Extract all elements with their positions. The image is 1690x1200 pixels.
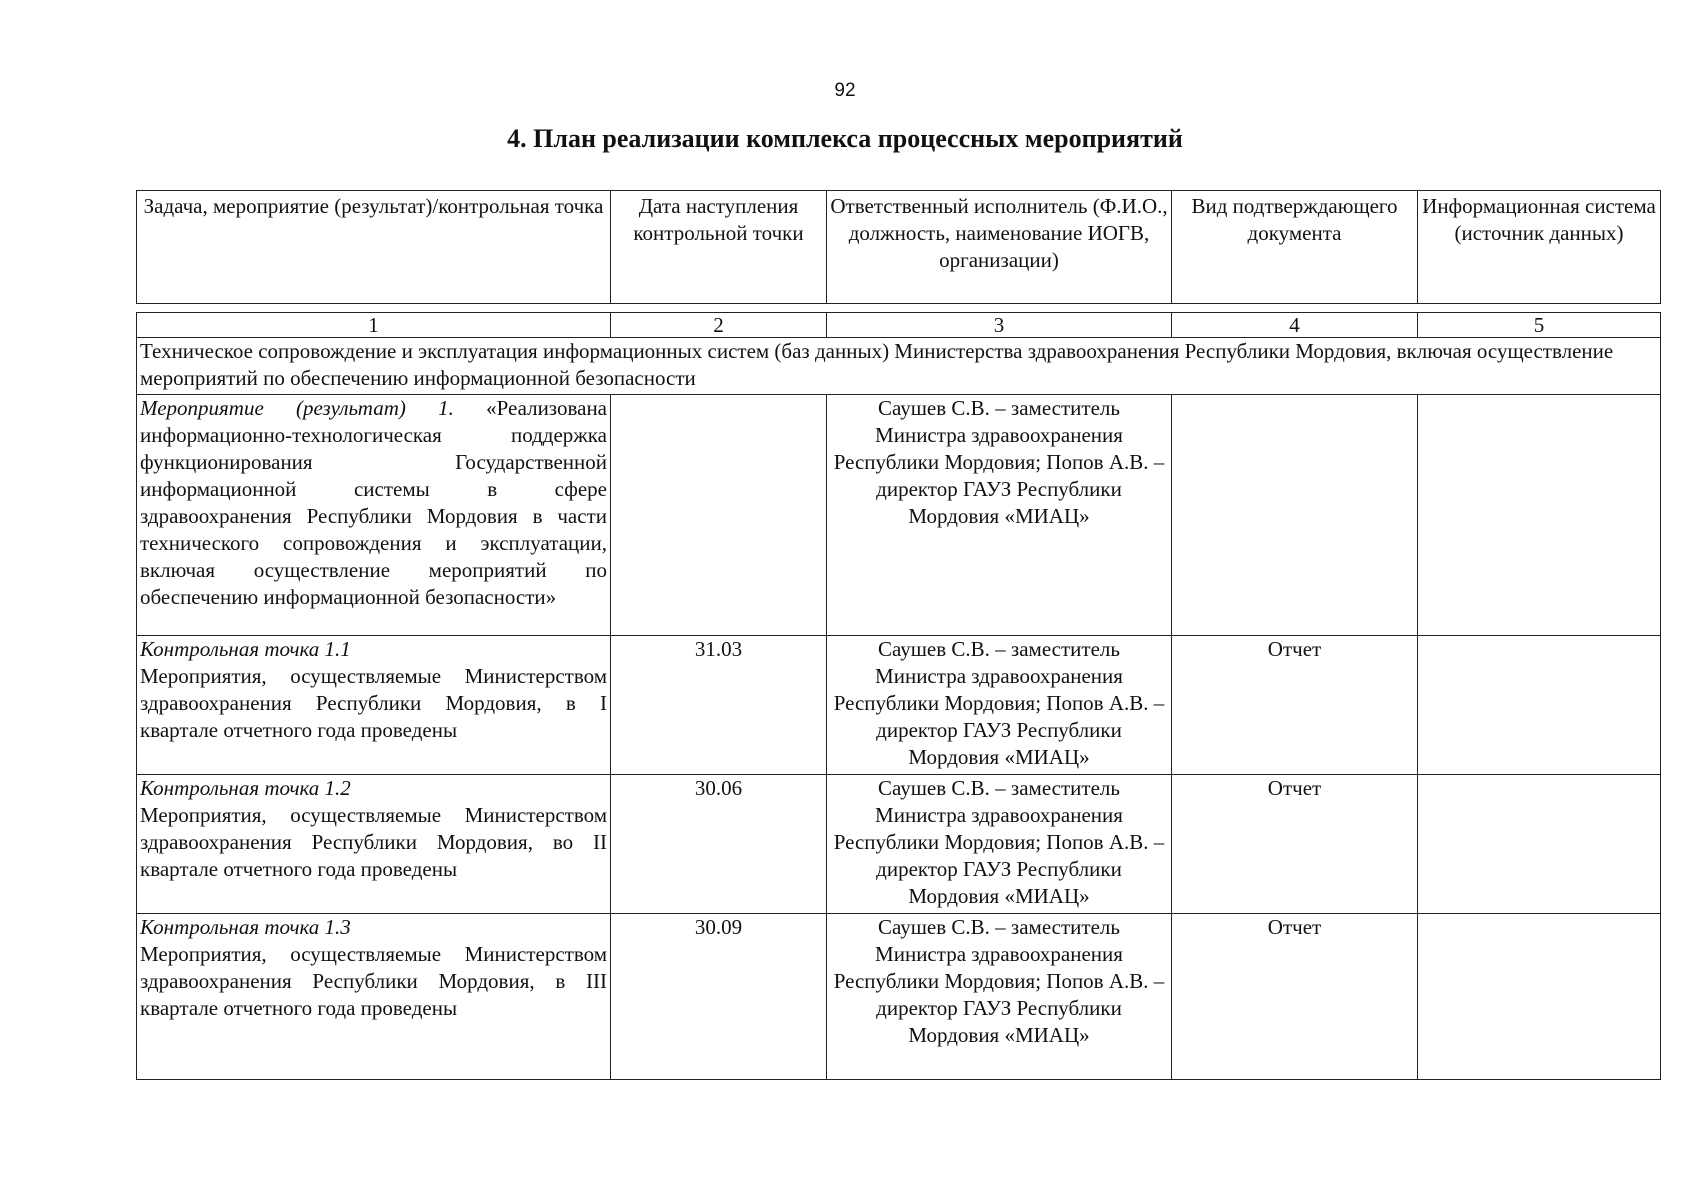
table-row <box>137 914 1661 1080</box>
header-date: Дата наступления контрольной точки <box>611 191 827 304</box>
header-document: Вид подтверждающего документа <box>1172 191 1418 304</box>
document-cell <box>1172 395 1418 636</box>
section-title: Техническое сопровождение и эксплуатация информационных систем (баз данных) Министерства здравоохранения Республики Мордовия, включая осуществление мероприятий по обеспечению информационной безопасности <box>137 338 1661 395</box>
date-cell: 30.06 <box>611 775 827 914</box>
page-number: 92 <box>834 80 856 101</box>
column-number: 2 <box>611 313 827 338</box>
row-label: Контрольная точка 1.1 <box>140 637 351 661</box>
document-cell: Отчет <box>1172 636 1418 775</box>
system-cell <box>1418 395 1661 636</box>
row-text: Мероприятия, осуществляемые Министерством здравоохранения Республики Мордовия, во II квартале отчетного года проведены <box>140 803 607 881</box>
header-row <box>137 191 1661 304</box>
table-row <box>137 636 1661 775</box>
task-cell <box>137 636 611 775</box>
responsible-cell: Саушев С.В. – заместитель Министра здравоохранения Республики Мордовия; Попов А.В. – директор ГАУЗ Республики Мордовия «МИАЦ» <box>827 914 1172 1080</box>
task-cell <box>137 775 611 914</box>
header-system: Информационная система (источник данных) <box>1418 191 1661 304</box>
responsible-cell: Саушев С.В. – заместитель Министра здравоохранения Республики Мордовия; Попов А.В. – директор ГАУЗ Республики Мордовия «МИАЦ» <box>827 775 1172 914</box>
header-responsible: Ответственный исполнитель (Ф.И.О., должность, наименование ИОГВ, организации) <box>827 191 1172 304</box>
system-cell <box>1418 775 1661 914</box>
plan-table <box>136 312 1661 1080</box>
document-title: 4. План реализации комплекса процессных мероприятий <box>507 124 1183 153</box>
document-cell: Отчет <box>1172 775 1418 914</box>
row-text: Мероприятия, осуществляемые Министерством здравоохранения Республики Мордовия, в III квартале отчетного года проведены <box>140 942 607 1020</box>
row-text: «Реализована информационно-технологическая поддержка функционирования Государственной информационной системы в сфере здравоохранения Республики Мордовия в части технического сопровождения и эксплуатации, включая осуществление мероприятий по обеспечению информационной безопасности» <box>140 396 608 609</box>
system-cell <box>1418 636 1661 775</box>
responsible-cell: Саушев С.В. – заместитель Министра здравоохранения Республики Мордовия; Попов А.В. – директор ГАУЗ Республики Мордовия «МИАЦ» <box>827 636 1172 775</box>
responsible-cell: Саушев С.В. – заместитель Министра здравоохранения Республики Мордовия; Попов А.В. – директор ГАУЗ Республики Мордовия «МИАЦ» <box>827 395 1172 636</box>
header-task: Задача, мероприятие (результат)/контрольная точка <box>137 191 611 304</box>
date-cell: 30.09 <box>611 914 827 1080</box>
table-row <box>137 395 1661 636</box>
date-cell: 31.03 <box>611 636 827 775</box>
header-table <box>136 190 1661 304</box>
system-cell <box>1418 914 1661 1080</box>
column-number: 5 <box>1418 313 1661 338</box>
column-number: 3 <box>827 313 1172 338</box>
table-row <box>137 775 1661 914</box>
row-label: Мероприятие (результат) 1. <box>140 396 454 420</box>
task-cell <box>137 395 611 636</box>
column-number: 4 <box>1172 313 1418 338</box>
task-cell <box>137 914 611 1080</box>
column-number: 1 <box>137 313 611 338</box>
date-cell <box>611 395 827 636</box>
document-cell: Отчет <box>1172 914 1418 1080</box>
column-number-row <box>137 313 1661 338</box>
row-text: Мероприятия, осуществляемые Министерством здравоохранения Республики Мордовия, в I квартале отчетного года проведены <box>140 664 607 742</box>
row-label: Контрольная точка 1.2 <box>140 776 351 800</box>
section-row <box>137 338 1661 395</box>
row-label: Контрольная точка 1.3 <box>140 915 351 939</box>
